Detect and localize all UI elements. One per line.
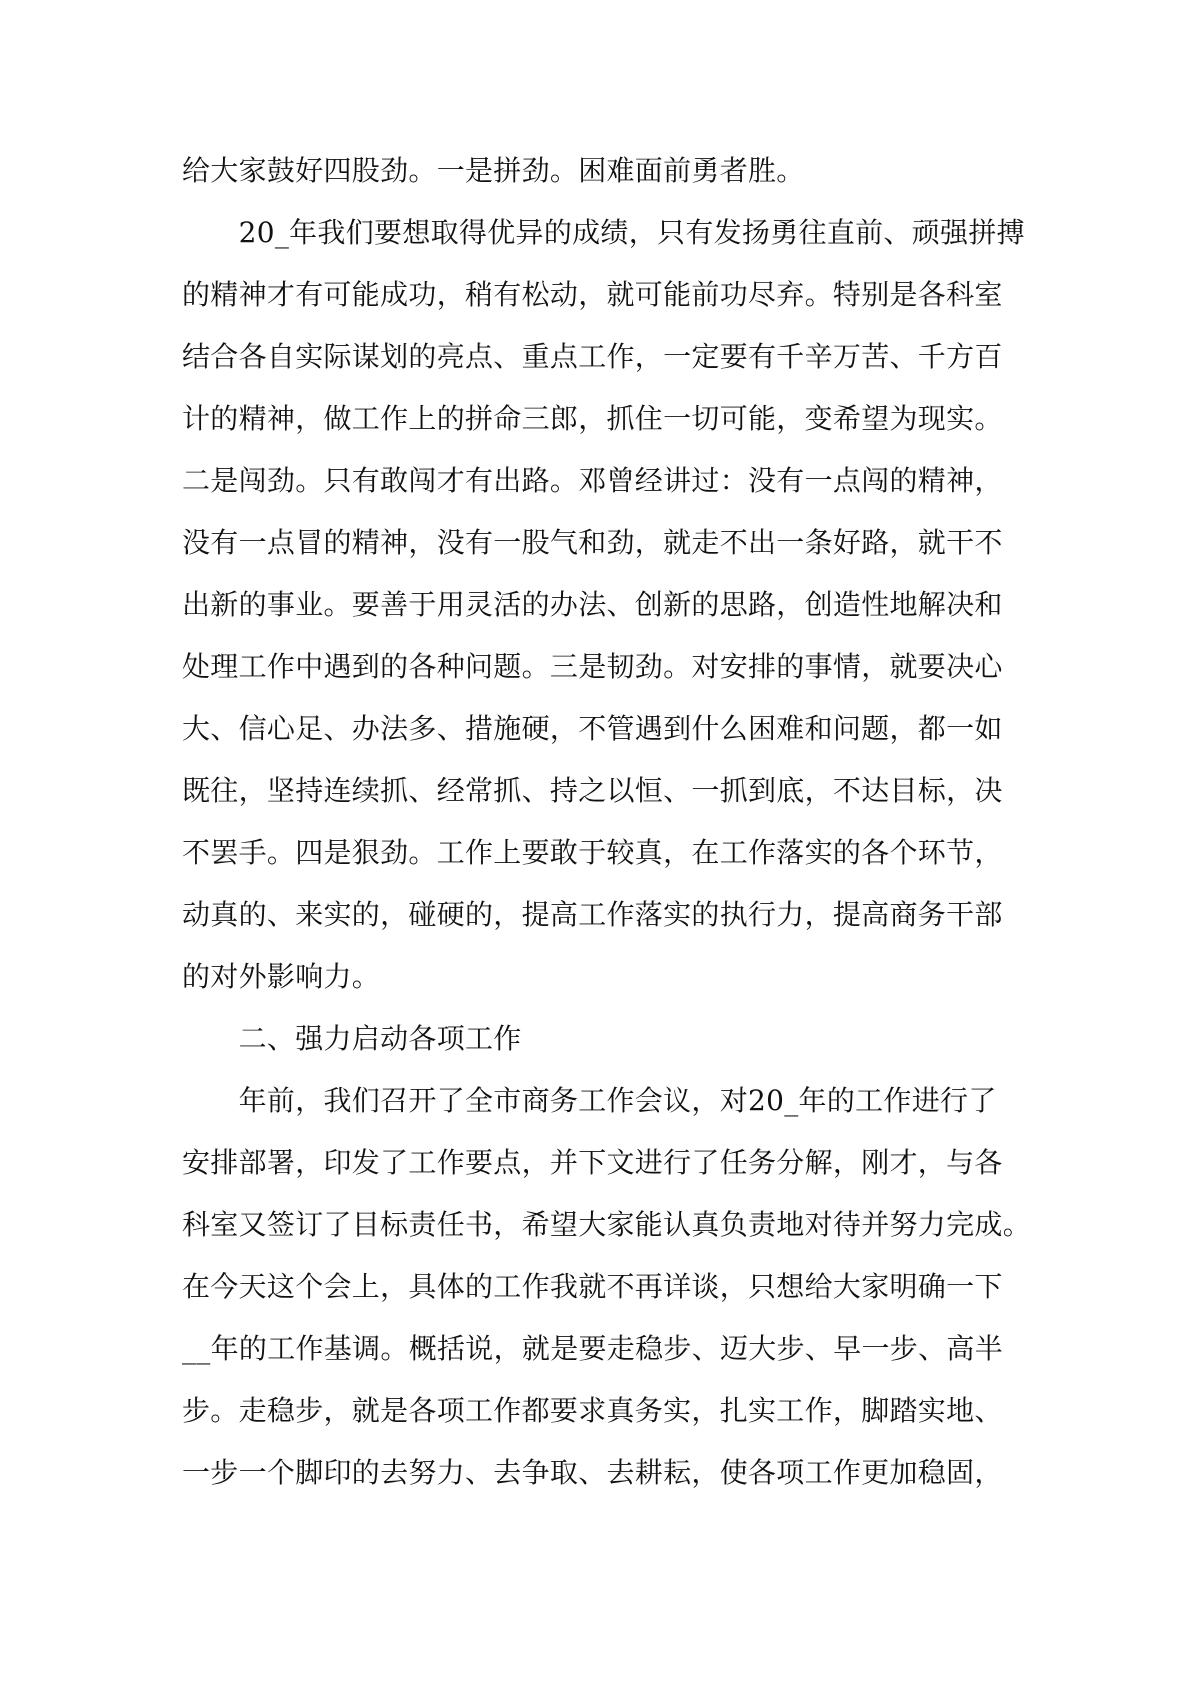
text-line: 既往，坚持连续抓、经常抓、持之以恒、一抓到底，不达目标，决 bbox=[182, 774, 1003, 807]
text-line: 一步一个脚印的去努力、去争取、去耕耘，使各项工作更加稳固， bbox=[182, 1456, 1003, 1489]
text-line: 动真的、来实的，碰硬的，提高工作落实的执行力，提高商务干部 bbox=[182, 898, 1003, 931]
text-line: 出新的事业。要善于用灵活的办法、创新的思路，创造性地解决和 bbox=[182, 588, 1003, 621]
text-line: 的精神才有可能成功，稍有松动，就可能前功尽弃。特别是各科室 bbox=[182, 278, 1003, 311]
document-body bbox=[182, 148, 1042, 1512]
text-line: 不罢手。四是狠劲。工作上要敢于较真，在工作落实的各个环节， bbox=[182, 836, 1003, 869]
text-line: 计的精神，做工作上的拼命三郎，抓住一切可能，变希望为现实。 bbox=[182, 402, 1003, 435]
text-line: 结合各自实际谋划的亮点、重点工作，一定要有千辛万苦、千方百 bbox=[182, 340, 1003, 373]
text-line: __年的工作基调。概括说，就是要走稳步、迈大步、早一步、高半 bbox=[182, 1332, 1004, 1365]
text-line: 的对外影响力。 bbox=[182, 960, 381, 993]
text-line: 年前，我们召开了全市商务工作会议，对20_年的工作进行了 bbox=[182, 1084, 997, 1117]
text-line: 没有一点冒的精神，没有一股气和劲，就走不出一条好路，就干不 bbox=[182, 526, 1003, 559]
text-line: 20_年我们要想取得优异的成绩，只有发扬勇往直前、顽强拼搏 bbox=[182, 216, 1025, 249]
text-line: 大、信心足、办法多、措施硬，不管遇到什么困难和问题，都一如 bbox=[182, 712, 1003, 745]
text-line: 安排部署，印发了工作要点，并下文进行了任务分解，刚才，与各 bbox=[182, 1146, 1003, 1179]
text-line: 科室又签订了目标责任书，希望大家能认真负责地对待并努力完成。 bbox=[182, 1208, 1032, 1241]
text-line: 处理工作中遇到的各种问题。三是韧劲。对安排的事情，就要决心 bbox=[182, 650, 1003, 683]
text-line: 二是闯劲。只有敢闯才有出路。邓曾经讲过：没有一点闯的精神， bbox=[182, 464, 1003, 497]
text-line: 步。走稳步，就是各项工作都要求真务实，扎实工作，脚踏实地、 bbox=[182, 1394, 1003, 1427]
text-line: 在今天这个会上，具体的工作我就不再详谈，只想给大家明确一下 bbox=[182, 1270, 1003, 1303]
text-line: 给大家鼓好四股劲。一是拼劲。困难面前勇者胜。 bbox=[182, 154, 805, 187]
section-heading: 二、强力启动各项工作 bbox=[182, 1022, 522, 1055]
